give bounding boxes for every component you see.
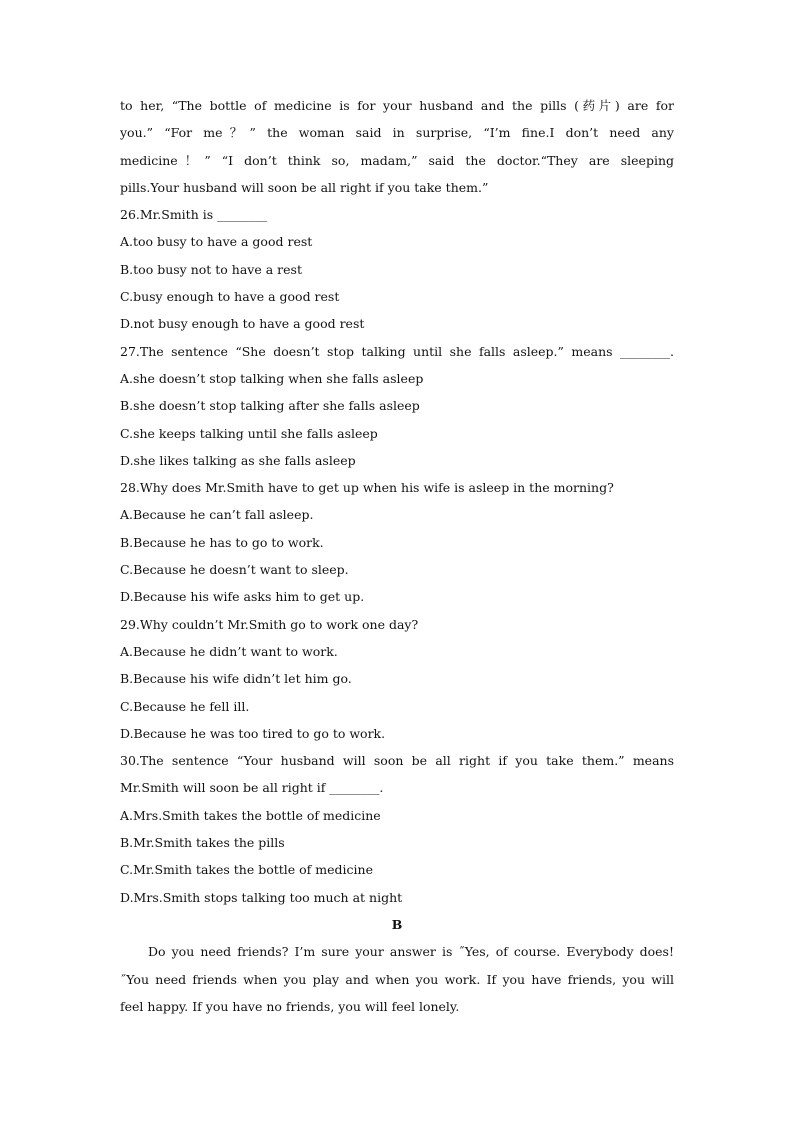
question-stem: 27.The sentence “She doesn’t stop talking until she falls asleep.” means ________. xyxy=(120,343,674,359)
answer-option: B.she doesn’t stop talking after she falls asleep xyxy=(120,398,420,414)
answer-option: B.Because his wife didn’t let him go. xyxy=(120,671,352,687)
answer-option: A.she doesn’t stop talking when she falls asleep xyxy=(120,370,424,386)
answer-option: A.Because he didn’t want to work. xyxy=(120,643,338,659)
answer-option: B.too busy not to have a rest xyxy=(120,261,302,277)
question-26 xyxy=(120,201,674,337)
answer-option: D.Mrs.Smith stops talking too much at night xyxy=(120,889,403,905)
question-stem: 29.Why couldn’t Mr.Smith go to work one day? xyxy=(120,616,419,632)
question-stem: 30.The sentence “Your husband will soon be all right if you take them.” means xyxy=(120,753,674,769)
section-b xyxy=(120,911,674,1020)
passage-a-continuation xyxy=(120,92,674,201)
passage-line: feel happy. If you have no friends, you will feel lonely. xyxy=(120,998,460,1014)
answer-option: C.Because he fell ill. xyxy=(120,698,250,714)
question-30 xyxy=(120,747,674,911)
question-27 xyxy=(120,338,674,474)
answer-option: D.Because he was too tired to go to work. xyxy=(120,725,386,741)
answer-option: D.not busy enough to have a good rest xyxy=(120,316,365,332)
answer-option: D.she likes talking as she falls asleep xyxy=(120,452,356,468)
answer-option: A.Mrs.Smith takes the bottle of medicine xyxy=(120,807,381,823)
answer-option: A.Because he can’t fall asleep. xyxy=(120,507,314,523)
question-28 xyxy=(120,474,674,610)
section-heading: B xyxy=(391,916,403,932)
answer-option: A.too busy to have a good rest xyxy=(120,234,313,250)
passage-line: you.” “For me？” the woman said in surprise, “I’m fine.I don’t need any xyxy=(120,125,674,141)
passage-line: ˝You need friends when you play and when you work. If you have friends, you will xyxy=(120,971,674,987)
passage-line: pills.Your husband will soon be all right if you take them.” xyxy=(120,179,489,195)
passage-line: medicine！” “I don’t think so, madam,” said the doctor.“They are sleeping xyxy=(120,152,674,168)
passage-line: to her, “The bottle of medicine is for your husband and the pills (药片) are for xyxy=(120,98,674,113)
answer-option: B.Because he has to go to work. xyxy=(120,534,324,550)
answer-option: C.she keeps talking until she falls asleep xyxy=(120,425,378,441)
document-page xyxy=(120,92,674,1020)
answer-option: B.Mr.Smith takes the pills xyxy=(120,835,285,851)
answer-option: D.Because his wife asks him to get up. xyxy=(120,589,365,605)
question-stem: Mr.Smith will soon be all right if ________. xyxy=(120,780,384,796)
question-stem: 26.Mr.Smith is ________ xyxy=(120,207,268,223)
answer-option: C.Mr.Smith takes the bottle of medicine xyxy=(120,862,373,878)
answer-option: C.busy enough to have a good rest xyxy=(120,289,340,305)
question-stem: 28.Why does Mr.Smith have to get up when his wife is asleep in the morning? xyxy=(120,480,614,496)
passage-line: Do you need friends? I’m sure your answer is ˝Yes, of course. Everybody does! xyxy=(148,944,674,960)
question-29 xyxy=(120,611,674,747)
answer-option: C.Because he doesn’t want to sleep. xyxy=(120,562,349,578)
